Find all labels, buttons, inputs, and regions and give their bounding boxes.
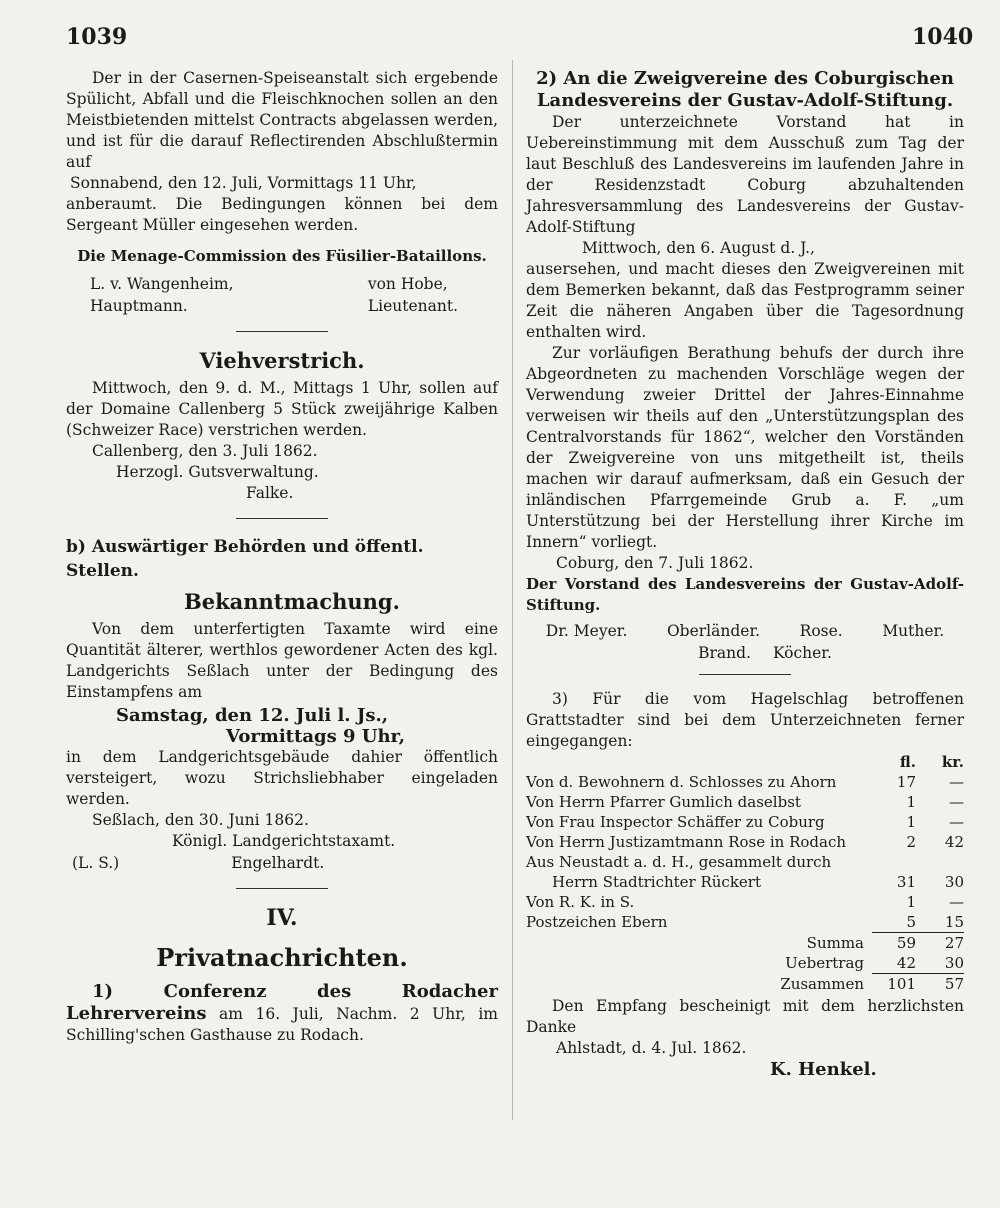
donation-fl: 2	[906, 833, 916, 851]
seal-mark: (L. S.)	[72, 854, 120, 872]
viehverstrich-signature: Falke.	[246, 484, 294, 502]
viehverstrich-office: Herzogl. Gutsverwaltung.	[116, 463, 319, 481]
summa-row	[526, 933, 964, 954]
table-row	[526, 852, 964, 872]
signature-rank: Hauptmann.	[90, 297, 188, 315]
gustav-adolf-place: Coburg, den 7. Juli 1862.	[556, 554, 754, 572]
donation-text: Aus Neustadt a. d. H., gesammelt durch	[526, 853, 832, 871]
table-row	[526, 792, 964, 812]
donation-kr: —	[949, 773, 964, 791]
summa-label: Summa	[806, 933, 864, 952]
donation-fl: 17	[896, 773, 916, 791]
bekanntmachung-seal-row	[66, 852, 498, 874]
summa-kr: 27	[924, 933, 964, 954]
bekanntmachung-signature: Engelhardt.	[231, 854, 325, 872]
gustav-adolf-heading: 2) An die Zweigvereine des Coburgischen Landesvereins der Gustav-Adolf-Stiftung.	[536, 68, 954, 111]
page-number-right: 1040	[912, 24, 974, 50]
column-fl: fl.	[899, 753, 916, 771]
donation-kr	[924, 852, 964, 872]
uebertrag-row	[526, 953, 964, 974]
separator-line	[236, 331, 328, 332]
donation-text: Von d. Bewohnern d. Schlosses zu Ahorn	[526, 773, 837, 791]
caserne-notice-date: Sonnabend, den 12. Juli, Vormittags 11 Uhr,	[70, 174, 417, 192]
conference-heading: 1) Conferenz des Rodacher Lehrervereins	[66, 981, 498, 1024]
thanks-text: Den Empfang bescheinigt mit dem herzlichsten Danke	[526, 997, 964, 1036]
table-row	[526, 832, 964, 852]
right-column	[526, 68, 964, 1080]
final-signature: K. Henkel.	[770, 1059, 877, 1080]
donation-kr: 42	[944, 833, 964, 851]
gustav-adolf-date: Mittwoch, den 6. August d. J.,	[582, 239, 815, 257]
table-row	[526, 892, 964, 912]
section-number: IV.	[266, 905, 298, 931]
bekanntmachung-date: Samstag, den 12. Juli l. Js.,	[116, 705, 389, 726]
vorstand-names-row1	[526, 620, 964, 642]
gustav-adolf-text2: ausersehen, und macht dieses den Zweigvereinen mit dem Bemerken bekannt, daß das Festprogramm seiner Zeit die näheren Angaben über die Tagesordnung enthalten wird.	[526, 260, 964, 341]
vorstand-name: Muther.	[882, 622, 945, 640]
summa-fl: 59	[872, 933, 924, 954]
section-b-heading: b) Auswärtiger Behörden und öffentl. Stellen.	[66, 537, 424, 581]
separator-line	[236, 518, 328, 519]
donation-kr: —	[949, 893, 964, 911]
bekanntmachung-time: Vormittags 9 Uhr,	[226, 726, 405, 747]
bekanntmachung-text: Von dem unterfertigten Taxamte wird eine Quantität älterer, werthlos gewordener Acten des kgl. Landgerichts Seßlach unter der Bedingung des Einstampfens am	[66, 620, 498, 701]
conference-text: am 16. Juli, Nachm. 2 Uhr, im Schilling'schen Gasthause zu Rodach.	[66, 1005, 498, 1044]
donation-text: Postzeichen Ebern	[526, 913, 668, 931]
uebertrag-kr: 30	[944, 954, 964, 972]
column-divider	[512, 60, 513, 1120]
donation-fl: 5	[906, 913, 916, 931]
vorstand-name: Oberländer.	[666, 622, 761, 640]
vorstand-names-row2	[526, 642, 964, 664]
bekanntmachung-title: Bekanntmachung.	[184, 589, 400, 614]
donation-text: Herrn Stadtrichter Rückert	[552, 873, 761, 891]
caserne-notice-text2: anberaumt. Die Bedingungen können bei dem Sergeant Müller eingesehen werden.	[66, 195, 498, 234]
donation-kr: —	[949, 793, 964, 811]
separator-line	[236, 888, 328, 889]
donation-fl	[872, 852, 924, 872]
donation-fl: 31	[896, 873, 916, 891]
donations-table	[526, 752, 964, 994]
donation-text: Von Herrn Justizamtmann Rose in Rodach	[526, 833, 847, 851]
menage-commission: Die Menage-Commission des Füsilier-Bataillons.	[77, 247, 487, 265]
commission-signatures	[66, 273, 498, 317]
viehverstrich-text: Mittwoch, den 9. d. M., Mittags 1 Uhr, sollen auf der Domaine Callenberg 5 Stück zweijährige Kalben (Schweizer Race) verstrichen werden.	[66, 379, 498, 439]
vorstand-name: Köcher.	[772, 644, 832, 662]
left-column	[66, 68, 498, 1046]
zusammen-row	[526, 974, 964, 995]
zusammen-fl: 101	[872, 974, 924, 995]
zusammen-kr: 57	[924, 974, 964, 995]
table-row	[526, 912, 964, 933]
donations-header	[526, 752, 964, 772]
viehverstrich-place: Callenberg, den 3. Juli 1862.	[92, 442, 318, 460]
page-number-left: 1039	[66, 24, 128, 50]
table-row	[526, 812, 964, 832]
donation-text: Von Herrn Pfarrer Gumlich daselbst	[526, 793, 801, 811]
signature-name: L. v. Wangenheim,	[90, 275, 234, 293]
vorstand-name: Dr. Meyer.	[545, 622, 628, 640]
viehverstrich-title: Viehverstrich.	[199, 348, 365, 373]
vorstand-name: Brand.	[698, 644, 751, 662]
gustav-adolf-text: Der unterzeichnete Vorstand hat in Uebereinstimmung mit dem Ausschuß zum Tag der laut Beschluß des Landesvereins im laufenden Jahre in der Residenzstadt Coburg abzuhaltenden Jahresversammlung des Landesvereins der Gustav-Adolf-Stiftung	[526, 113, 964, 236]
bekanntmachung-office: Königl. Landgerichtstaxamt.	[172, 832, 396, 850]
table-row	[526, 772, 964, 792]
separator-line	[699, 674, 791, 675]
vorstand-name: Rose.	[799, 622, 843, 640]
donation-fl: 1	[906, 793, 916, 811]
donation-text: Von R. K. in S.	[526, 893, 635, 911]
bekanntmachung-place: Seßlach, den 30. Juni 1862.	[92, 811, 309, 829]
signature-rank: Lieutenant.	[367, 297, 458, 315]
donation-fl: 1	[906, 893, 916, 911]
vorstand-heading: Der Vorstand des Landesvereins der Gustav-Adolf-Stiftung.	[526, 575, 964, 614]
table-row	[526, 872, 964, 892]
donation-kr: 30	[944, 873, 964, 891]
zusammen-label: Zusammen	[780, 974, 864, 993]
donation-text: Von Frau Inspector Schäffer zu Coburg	[526, 813, 825, 831]
privatnachrichten-title: Privatnachrichten.	[156, 943, 408, 972]
column-kr: kr.	[941, 753, 964, 771]
donation-kr: —	[949, 813, 964, 831]
caserne-notice-text: Der in der Casernen-Speiseanstalt sich ergebende Spülicht, Abfall und die Fleischknochen sollen an den Meistbietenden mittelst Contracts abgelassen werden, und ist für die darauf Reflectirenden Abschlußtermin auf	[66, 69, 498, 171]
hagelschlag-text: 3) Für die vom Hagelschlag betroffenen Grattstadter sind bei dem Unterzeichneten ferner eingegangen:	[526, 690, 964, 750]
bekanntmachung-text2: in dem Landgerichtsgebäude dahier öffentlich versteigert, wozu Strichsliebhaber eingeladen werden.	[66, 748, 498, 808]
uebertrag-fl: 42	[896, 954, 916, 972]
signature-name: von Hobe,	[367, 275, 448, 293]
donation-fl: 1	[906, 813, 916, 831]
donation-kr: 15	[944, 913, 964, 931]
gustav-adolf-text3: Zur vorläufigen Berathung behufs der durch ihre Abgeordneten zu machenden Vorschläge wegen der Verwendung zweier Drittel der Jahres-Einnahme verweisen wir theils auf den „Unterstützungsplan des Centralvorstands für 1862“, welcher den Vorständen der Zweigvereine von uns mitgetheilt ist, theils machen wir darauf aufmerksam, daß ein Gesuch der inländischen Pfarrgemeinde Grub a. F. „um Unterstützung bei der Herstellung ihrer Kirche im Innern“ vorliegt.	[526, 344, 964, 551]
uebertrag-label: Uebertrag	[785, 954, 864, 972]
final-place: Ahlstadt, d. 4. Jul. 1862.	[556, 1039, 747, 1057]
